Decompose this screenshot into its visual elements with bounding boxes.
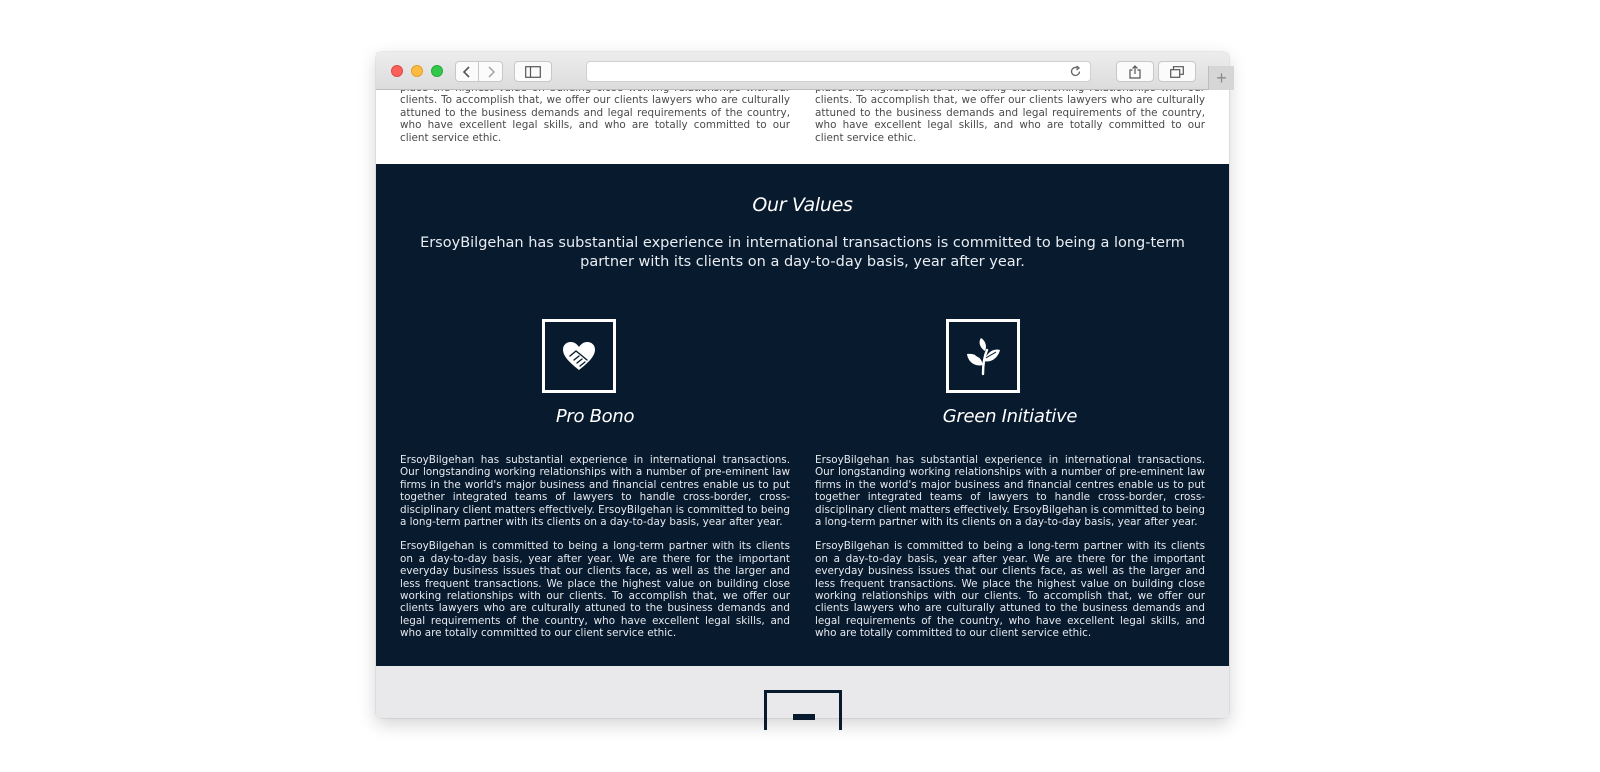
boxed-icon — [764, 690, 842, 730]
green-initiative-title: Green Initiative — [942, 406, 1078, 427]
green-initiative-text — [815, 454, 1205, 640]
share-icon — [1129, 65, 1141, 79]
browser-toolbar — [376, 52, 1229, 90]
reload-icon[interactable] — [1069, 65, 1082, 78]
show-tabs-button[interactable] — [1158, 61, 1196, 82]
heart-handshake-icon — [562, 341, 596, 371]
new-tab-button[interactable] — [1208, 66, 1234, 90]
top-left-paragraph: clients. To accomplish that, we offer our clients lawyers who are culturally attuned to the business demands and legal requirements of the country, who have excellent legal skills, and who are totally committed to our client service ethic. — [400, 94, 790, 144]
sidebar-toggle-button[interactable] — [514, 61, 552, 82]
zoom-window-button[interactable] — [431, 65, 443, 77]
section-title: Our Values — [752, 194, 853, 216]
green-initiative-paragraph-2: ErsoyBilgehan is committed to being a long-term partner with its clients on a day-to-day basis, year after year. We are there for the important everyday business issues that our clients face, as well as the larger and less frequent transactions. We place the highest value on building close working relationships with our clients. To accomplish that, we offer our clients lawyers who are culturally attuned to the business demands and legal requirements of the country, who have excellent legal skills, and who are totally committed to our client service ethic. — [815, 540, 1205, 640]
address-bar[interactable] — [586, 61, 1091, 82]
chevron-left-icon — [462, 66, 472, 78]
pro-bono-paragraph-2: ErsoyBilgehan is committed to being a long-term partner with its clients on a day-to-day basis, year after year. We are there for the important everyday business issues that our clients face, as well as the larger and less frequent transactions. We place the highest value on building close working relationships with our clients. To accomplish that, we offer our clients lawyers who are culturally attuned to the business demands and legal requirements of the country, who have excellent legal skills, and who are totally committed to our client service ethic. — [400, 540, 790, 640]
back-button[interactable] — [455, 61, 479, 82]
green-initiative-paragraph-1: ErsoyBilgehan has substantial experience in international transactions. Our longstanding working relationships with a number of pre-eminent law firms in the world's major business and financial centres enable us to put together integrated teams of lawyers to handle cross-border, cross-disciplinary client matters effectively. ErsoyBilgehan is committed to being a long-term partner with its clients on a day-to-day basis, year after year. — [815, 454, 1205, 529]
bar-icon — [793, 714, 815, 720]
page-content — [376, 90, 1229, 718]
sidebar-icon — [525, 66, 541, 78]
section-intro: ErsoyBilgehan has substantial experience in international transactions is committed to being a long-term partner with its clients on a day-to-day basis, year after year. — [420, 235, 1185, 270]
close-window-button[interactable] — [391, 65, 403, 77]
chevron-right-icon — [486, 66, 496, 78]
top-section — [376, 90, 1229, 164]
tabs-icon — [1170, 66, 1184, 78]
share-button[interactable] — [1116, 61, 1154, 82]
green-initiative-icon-box — [946, 319, 1020, 393]
pro-bono-paragraph-1: ErsoyBilgehan has substantial experience in international transactions. Our longstanding working relationships with a number of pre-eminent law firms in the world's major business and financial centres enable us to put together integrated teams of lawyers to handle cross-border, cross-disciplinary client matters effectively. ErsoyBilgehan is committed to being a long-term partner with its clients on a day-to-day basis, year after year. — [400, 454, 790, 529]
forward-button[interactable] — [479, 61, 503, 82]
pro-bono-icon-box — [542, 319, 616, 393]
pro-bono-text — [400, 454, 790, 640]
browser-window — [376, 52, 1229, 718]
pro-bono-title: Pro Bono — [555, 406, 635, 427]
minimize-window-button[interactable] — [411, 65, 423, 77]
plus-icon: + — [1216, 68, 1227, 88]
plant-leaves-icon — [965, 337, 1001, 375]
next-section — [376, 666, 1229, 718]
top-right-paragraph: clients. To accomplish that, we offer our clients lawyers who are culturally attuned to the business demands and legal requirements of the country, who have excellent legal skills, and who are totally committed to our client service ethic. — [815, 94, 1205, 144]
values-section — [376, 164, 1229, 666]
